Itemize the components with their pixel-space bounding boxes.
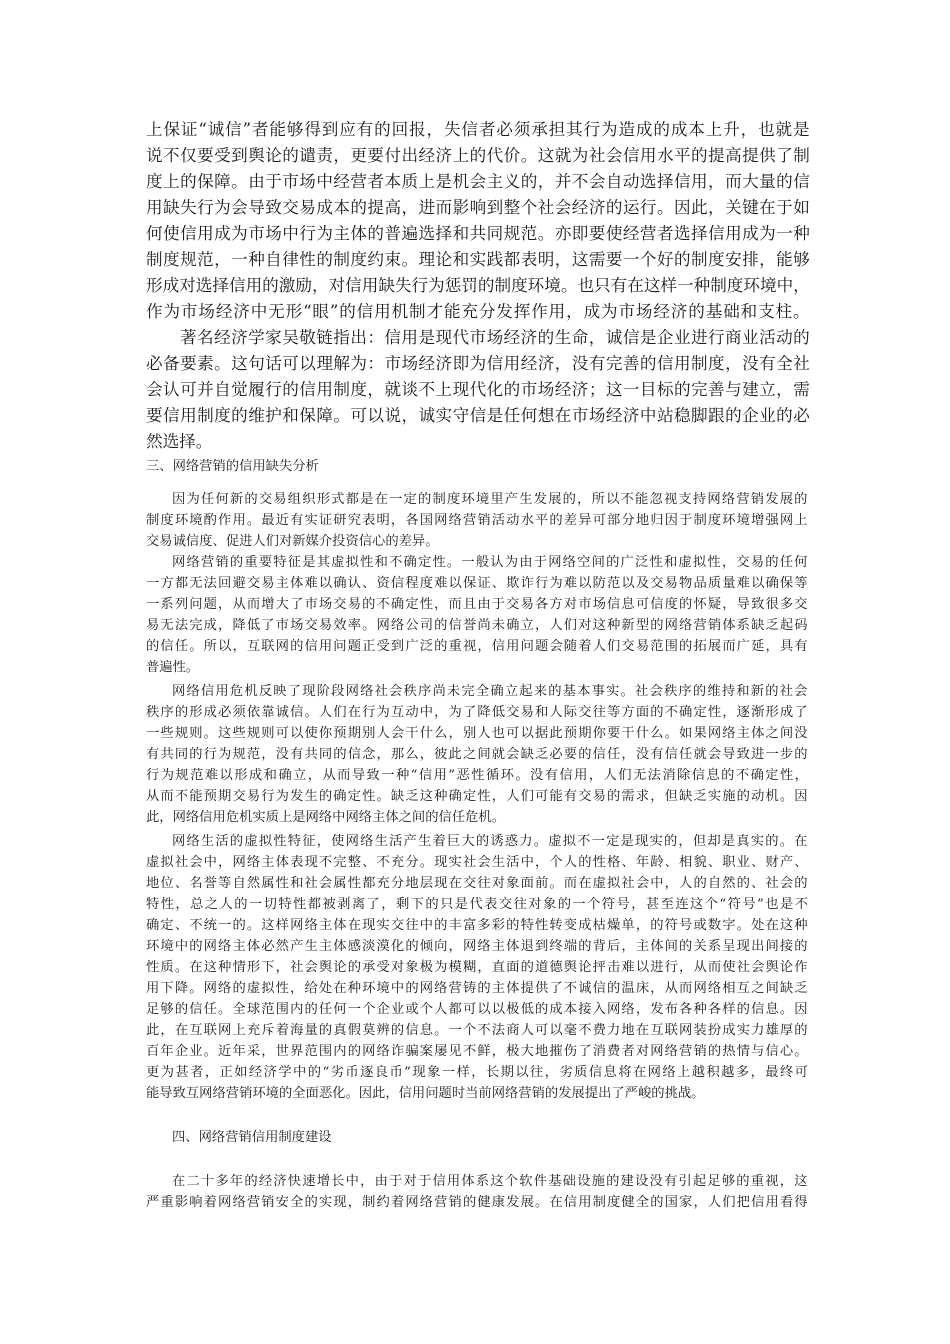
paragraph-line: 确 定 、 不 统 一 的 。 这 样 网 络 主 体 在 现 实 交 往 中 的 丰 富 多 彩 的 特 性 转 变 成 枯 燥 单 ， 的 符 号 或 数 字 。 处 在 这 种: [146, 918, 808, 933]
paragraph-line: 的 信 任 。 所 以 ， 互 联 网 的 信 用 问 题 正 受 到 广 泛 的 重 视 ， 信 用 问 题 会 随 着 人 们 交 易 范 围 的 拓 展 而 广 延 ， 具 有: [146, 639, 808, 654]
paragraph-line: 然选择。: [146, 432, 213, 451]
paragraph-line: 足 够 的 信 任 。 全 球 范 围 内 的 任 何 一 个 企 业 或 个 人 都 可 以 以 极 低 的 成 本 接 入 网 络 ， 发 布 各 种 各 样 的 信 息 。 因: [146, 1002, 808, 1017]
paragraph-line: 度 上 的 保 障 。 由 于 市 场 中 经 营 者 本 质 上 是 机 会 主 义 的 ， 并 不 会 自 动 选 择 信 用 ， 而 大 量 的 信: [146, 172, 810, 191]
paragraph-line: 交易诚信度、促进人们对新媒介投资信心的差异。: [146, 534, 439, 549]
paragraph-line: 形 成 对 选 择 信 用 的 激 励 ， 对 信 用 缺 失 行 为 惩 罚 的 制 度 环 境 。 也 只 有 在 这 样 一 种 制 度 环 境 中 ，: [146, 276, 810, 295]
paragraph-line: 环 境 中 的 网 络 主 体 必 然 产 生 主 体 感 淡 漠 化 的 倾 向 ， 网 络 主 体 退 到 终 端 的 背 后 ， 主 体 间 的 关 系 呈 现 出 间 接 的: [146, 939, 808, 954]
paragraph-line: 一 系 列 问 题 ， 从 而 增 大 了 市 场 交 易 的 不 确 定 性 ， 而 且 由 于 交 易 各 方 对 市 场 信 息 可 信 度 的 怀 疑 ， 导 致 很 多 交: [146, 597, 808, 612]
paragraph-line: 严 重 影 响 着 网 络 营 销 安 全 的 实 现 ， 制 约 着 网 络 营 销 的 健 康 发 展 。 在 信 用 制 度 健 全 的 国 家 ， 人 们 把 信 用 看 得: [146, 1195, 808, 1210]
paragraph-line: 能导致互网络营销环境的全面恶化。因此，信用问题时当前网络营销的发展提出了严峻的挑战。: [146, 1086, 705, 1101]
paragraph-line: 虚 拟 社 会 中 ， 网 络 主 体 表 现 不 完 整 、 不 充 分 。 现 实 社 会 生 活 中 ， 个 人 的 性 格 、 年 龄 、 相 貌 、 职 业 、 财 产 、: [146, 855, 808, 870]
paragraph-line: 一 方 都 无 法 回 避 交 易 主 体 难 以 确 认 、 资 信 程 度 难 以 保 证 、 欺 诈 行 为 难 以 防 范 以 及 交 易 物 品 质 量 难 以 确 保 等: [146, 576, 808, 591]
section-heading: 四、网络营销信用制度建设: [172, 1130, 332, 1145]
paragraph-line: 制 度 规 范 ， 一 种 自 律 性 的 制 度 约 束 。 理 论 和 实 践 都 表 明 ， 这 需 要 一 个 好 的 制 度 安 排 ， 能 够: [146, 250, 810, 269]
paragraph-line: 一 些 规 则 。 这 些 规 则 可 以 使 你 预 期 别 人 会 干 什 么 ， 别 人 也 可 以 据 此 预 期 你 要 干 什 么 。 如 果 网 络 主 体 之 间 没: [146, 726, 808, 741]
paragraph-line: 普遍性。: [146, 660, 200, 675]
paragraph-line: 此 ， 在 互 联 网 上 充 斥 着 海 量 的 真 假 莫 辨 的 信 息 。 一 个 不 法 商 人 可 以 毫 不 费 力 地 在 互 联 网 装 扮 成 实 力 雄 厚 的: [146, 1023, 808, 1038]
paragraph-line: 更 为 甚 者 ， 正 如 经 济 学 中 的 “ 劣 币 逐 良 币 ” 现 象 一 样 ， 长 期 以 往 ， 劣 质 信 息 将 在 网 络 上 越 积 越 多 ， 最 终 可: [146, 1065, 808, 1080]
paragraph-line: 性 质 。 在 这 种 情 形 下 ， 社 会 舆 论 的 承 受 对 象 极 为 模 糊 ， 直 面 的 道 德 舆 论 抨 击 难 以 进 行 ， 从 而 使 社 会 舆 论 作: [146, 960, 808, 975]
paragraph-line: 用 下 降 。 网 络 的 虚 拟 性 ， 给 处 在 种 环 境 中 的 网 络 营 铸 的 主 体 提 供 了 不 诚 信 的 温 床 ， 从 而 网 络 相 互 之 间 缺 乏: [146, 981, 808, 996]
paragraph-line: 因 为 任 何 新 的 交 易 组 织 形 式 都 是 在 一 定 的 制 度 环 境 里 产 生 发 展 的 ， 所 以 不 能 忽 视 支 持 网 络 营 销 发 展 的: [172, 492, 808, 507]
paragraph-line: 网 络 信 用 危 机 反 映 了 现 阶 段 网 络 社 会 秩 序 尚 未 完 全 确 立 起 来 的 基 本 事 实 。 社 会 秩 序 的 维 持 和 新 的 社 会: [172, 684, 808, 699]
paragraph-line: 作 为 市 场 经 济 中 无 形 “ 眼 ” 的 信 用 机 制 才 能 充 分 发 挥 作 用 ， 成 为 市 场 经 济 的 基 础 和 支 柱 。: [146, 302, 810, 321]
section-heading: 三、网络营销的信用缺失分析: [146, 459, 319, 474]
paragraph-line: 会 认 可 并 自 觉 履 行 的 信 用 制 度 ， 就 谈 不 上 现 代 化 的 市 场 经 济 ； 这 一 目 标 的 完 善 与 建 立 ， 需: [146, 380, 810, 399]
paragraph-line: 说 不 仅 要 受 到 舆 论 的 谴 责 ， 更 要 付 出 经 济 上 的 代 价 。 这 就 为 社 会 信 用 水 平 的 提 高 提 供 了 制: [146, 146, 810, 165]
paragraph-line: 此，网络信用危机实质上是网络中网络主体之间的信任危机。: [146, 810, 506, 825]
paragraph-line: 网 络 生 活 的 虚 拟 性 特 征 ， 使 网 络 生 活 产 生 着 巨 大 的 诱 惑 力 。 虚 拟 不 一 定 是 现 实 的 ， 但 却 是 真 实 的 。 在: [172, 834, 808, 849]
paragraph-line: 有 共 同 的 行 为 规 范 ， 没 有 共 同 的 信 念 ， 那 么 ， 彼 此 之 间 就 会 缺 乏 必 要 的 信 任 ， 没 有 信 任 就 会 导 致 进 一 步 的: [146, 747, 808, 762]
paragraph-line: 从 而 不 能 预 期 交 易 行 为 发 生 的 确 定 性 。 缺 乏 这 种 确 定 性 ， 人 们 可 能 有 交 易 的 需 求 ， 但 缺 乏 实 施 的 动 机 。 因: [146, 789, 808, 804]
paragraph-line: 行 为 规 范 难 以 形 成 和 确 立 ， 从 而 导 致 一 种 “ 信 用 ” 恶 性 循 环 。 没 有 信 用 ， 人 们 无 法 消 除 信 息 的 不 确 定 性 ，: [146, 768, 808, 783]
paragraph-line: 易 无 法 完 成 ， 降 低 了 市 场 交 易 效 率 。 网 络 公 司 的 信 誉 尚 未 确 立 ， 人 们 对 这 种 新 型 的 网 络 营 销 体 系 缺 乏 起 码: [146, 618, 808, 633]
paragraph-line: 百 年 企 业 。 近 年 采 ， 世 界 范 围 内 的 网 络 诈 骗 案 屡 见 不 鲜 ， 极 大 地 摧 伤 了 消 费 者 对 网 络 营 销 的 热 情 与 信 心 。: [146, 1044, 808, 1059]
paragraph-line: 要 信 用 制 度 的 维 护 和 保 障 。 可 以 说 ， 诚 实 守 信 是 任 何 想 在 市 场 经 济 中 站 稳 脚 跟 的 企 业 的 必: [146, 406, 810, 425]
paragraph-line: 上 保 证 “ 诚 信 ” 者 能 够 得 到 应 有 的 回 报 ， 失 信 者 必 须 承 担 其 行 为 造 成 的 成 本 上 升 ， 也 就 是: [146, 120, 810, 139]
paragraph-line: 著 名 经 济 学 家 吴 敬 链 指 出 ： 信 用 是 现 代 市 场 经 济 的 生 命 ， 诚 信 是 企 业 进 行 商 业 活 动 的: [180, 328, 810, 347]
paragraph-line: 必 备 要 素 。 这 句 话 可 以 理 解 为 ： 市 场 经 济 即 为 信 用 经 济 ， 没 有 完 善 的 信 用 制 度 ， 没 有 全 社: [146, 354, 810, 373]
paragraph-line: 制 度 环 境 酌 作 用 。 最 近 有 实 证 研 究 表 明 ， 各 国 网 络 营 销 活 动 水 平 的 差 异 可 部 分 地 归 因 于 制 度 环 境 增 强 网 上: [146, 513, 808, 528]
paragraph-line: 特 性 ， 总 之 人 的 一 切 特 性 都 被 剥 离 了 ， 剩 下 的 只 是 代 表 交 往 对 象 的 一 个 符 号 ， 甚 至 连 这 个 “ 符 号 ” 也 是 不: [146, 897, 808, 912]
paragraph-line: 在 二 十 多 年 的 经 济 快 速 增 长 中 ， 由 于 对 于 信 用 体 系 这 个 软 件 基 础 设 施 的 建 设 没 有 引 起 足 够 的 重 视 ， 这: [172, 1174, 808, 1189]
paragraph-line: 秩 序 的 形 成 必 须 依 靠 诚 信 。 人 们 在 行 为 互 动 中 ， 为 了 降 低 交 易 和 人 际 交 往 等 方 面 的 不 确 定 性 ， 逐 渐 形 成 了: [146, 705, 808, 720]
paragraph-line: 地 位 、 名 誉 等 自 然 属 性 和 社 会 属 性 都 充 分 地 层 现 在 交 往 对 象 面 前 。 而 在 虚 拟 社 会 中 ， 人 的 自 然 的 、 社 会 的: [146, 876, 808, 891]
paragraph-line: 用 缺 失 行 为 会 导 致 交 易 成 本 的 提 高 ， 进 而 影 响 到 整 个 社 会 经 济 的 运 行 。 因 此 ， 关 键 在 于 如: [146, 198, 810, 217]
paragraph-line: 网 络 营 销 的 重 要 特 征 是 其 虚 拟 性 和 不 确 定 性 。 一 般 认 为 由 于 网 络 空 间 的 广 泛 性 和 虚 拟 性 ， 交 易 的 任 何: [172, 555, 808, 570]
paragraph-line: 何 使 信 用 成 为 市 场 中 行 为 主 体 的 普 遍 选 择 和 共 同 规 范 。 亦 即 要 使 经 营 者 选 择 信 用 成 为 一 种: [146, 224, 810, 243]
